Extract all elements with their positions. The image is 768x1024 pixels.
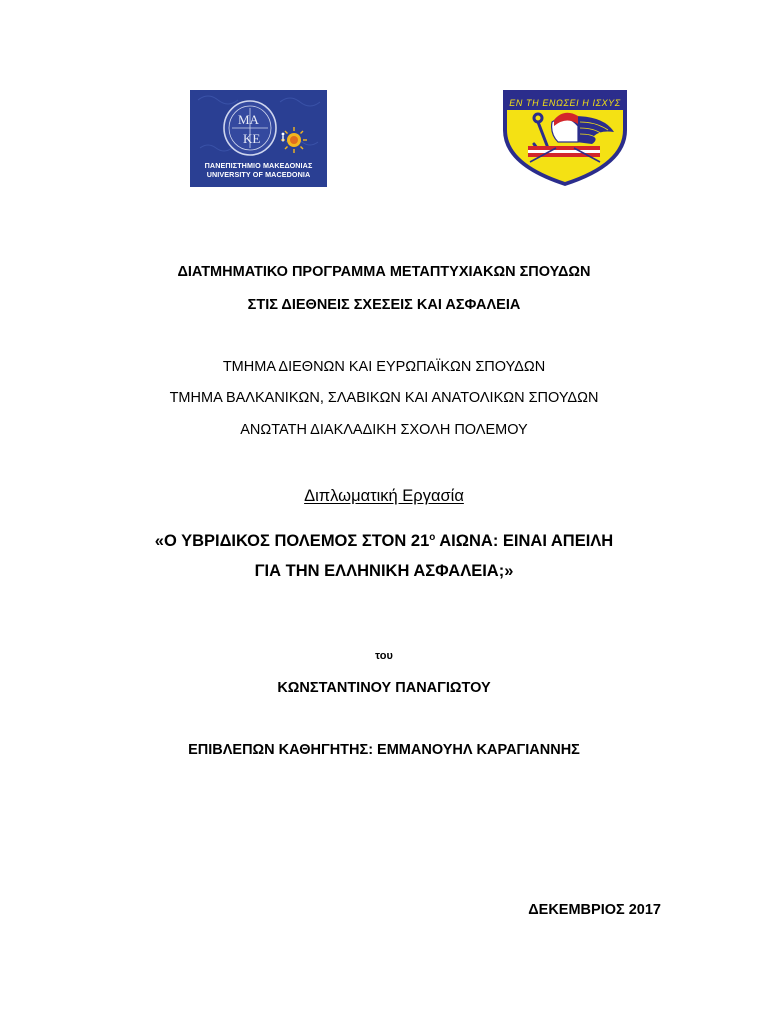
document-type [0, 487, 768, 506]
thesis-title-line-2: ΓΙΑ ΤΗΝ ΕΛΛΗΝΙΚΗ ΑΣΦΑΛΕΙΑ;» [254, 562, 514, 580]
program-title-line-2: ΣΤΙΣ ΔΙΕΘΝΕΙΣ ΣΧΕΣΕΙΣ ΚΑΙ ΑΣΦΑΛΕΙΑ [247, 297, 521, 313]
department-line-2: ΤΜΗΜΑ ΒΑΛΚΑΝΙΚΩΝ, ΣΛΑΒΙΚΩΝ ΚΑΙ ΑΝΑΤΟΛΙΚΩΝ ΣΠΟΥΔΩΝ [169, 390, 599, 406]
university-name-english: UNIVERSITY OF MACEDONIA [206, 170, 311, 179]
submission-date: ΔΕΚΕΜΒΡΙΟΣ 2017 [528, 902, 661, 918]
department-line-1: ΤΜΗΜΑ ΔΙΕΘΝΩΝ ΚΑΙ ΕΥΡΩΠΑΪΚΩΝ ΣΠΟΥΔΩΝ [222, 359, 546, 375]
supervisor: ΕΠΙΒΛΕΠΩΝ ΚΑΘΗΓΗΤΗΣ: ΕΜΜΑΝΟΥΗΛ ΚΑΡΑΓΙΑΝΝΗΣ [188, 742, 580, 758]
monogram-bottom: ΚΕ [243, 131, 261, 146]
thesis-title-part-b: ΑΙΩΝΑ: ΕΙΝΑΙ ΑΠΕΙΛΗ [435, 532, 614, 550]
thesis-title-part-a: «Ο ΥΒΡΙΔΙΚΟΣ ΠΟΛΕΜΟΣ ΣΤΟΝ 21 [154, 532, 430, 550]
author-prefix: του [375, 650, 393, 662]
department-line-3: ΑΝΩΤΑΤΗ ΔΙΑΚΛΑΔΙΚΗ ΣΧΟΛΗ ΠΟΛΕΜΟΥ [240, 422, 528, 438]
document-type-label: Διπλωματική Εργασία [304, 487, 464, 505]
monogram-top: ΜΑ [238, 112, 259, 127]
university-of-macedonia-logo [190, 90, 327, 187]
thesis-title-superscript: ο [429, 532, 436, 543]
thesis-title-line-1 [0, 532, 768, 551]
program-title-line-1: ΔΙΑΤΜΗΜΑΤΙΚΟ ΠΡΟΓΡΑΜΜΑ ΜΕΤΑΠΤΥΧΙΑΚΩΝ ΣΠΟΥΔΩΝ [177, 264, 591, 280]
university-name-greek: ΠΑΝΕΠΙΣΤΗΜΙΟ ΜΑΚΕΔΟΝΙΑΣ [204, 161, 313, 170]
shield-crest-icon [500, 86, 630, 188]
military-crest-logo [500, 86, 630, 188]
crest-motto: ΕΝ ΤΗ ΕΝΩΣΕΙ Η ΙΣΧΥΣ [509, 98, 621, 108]
author-name: ΚΩΝΣΤΑΝΤΙΝΟΥ ΠΑΝΑΓΙΩΤΟΥ [277, 680, 491, 696]
